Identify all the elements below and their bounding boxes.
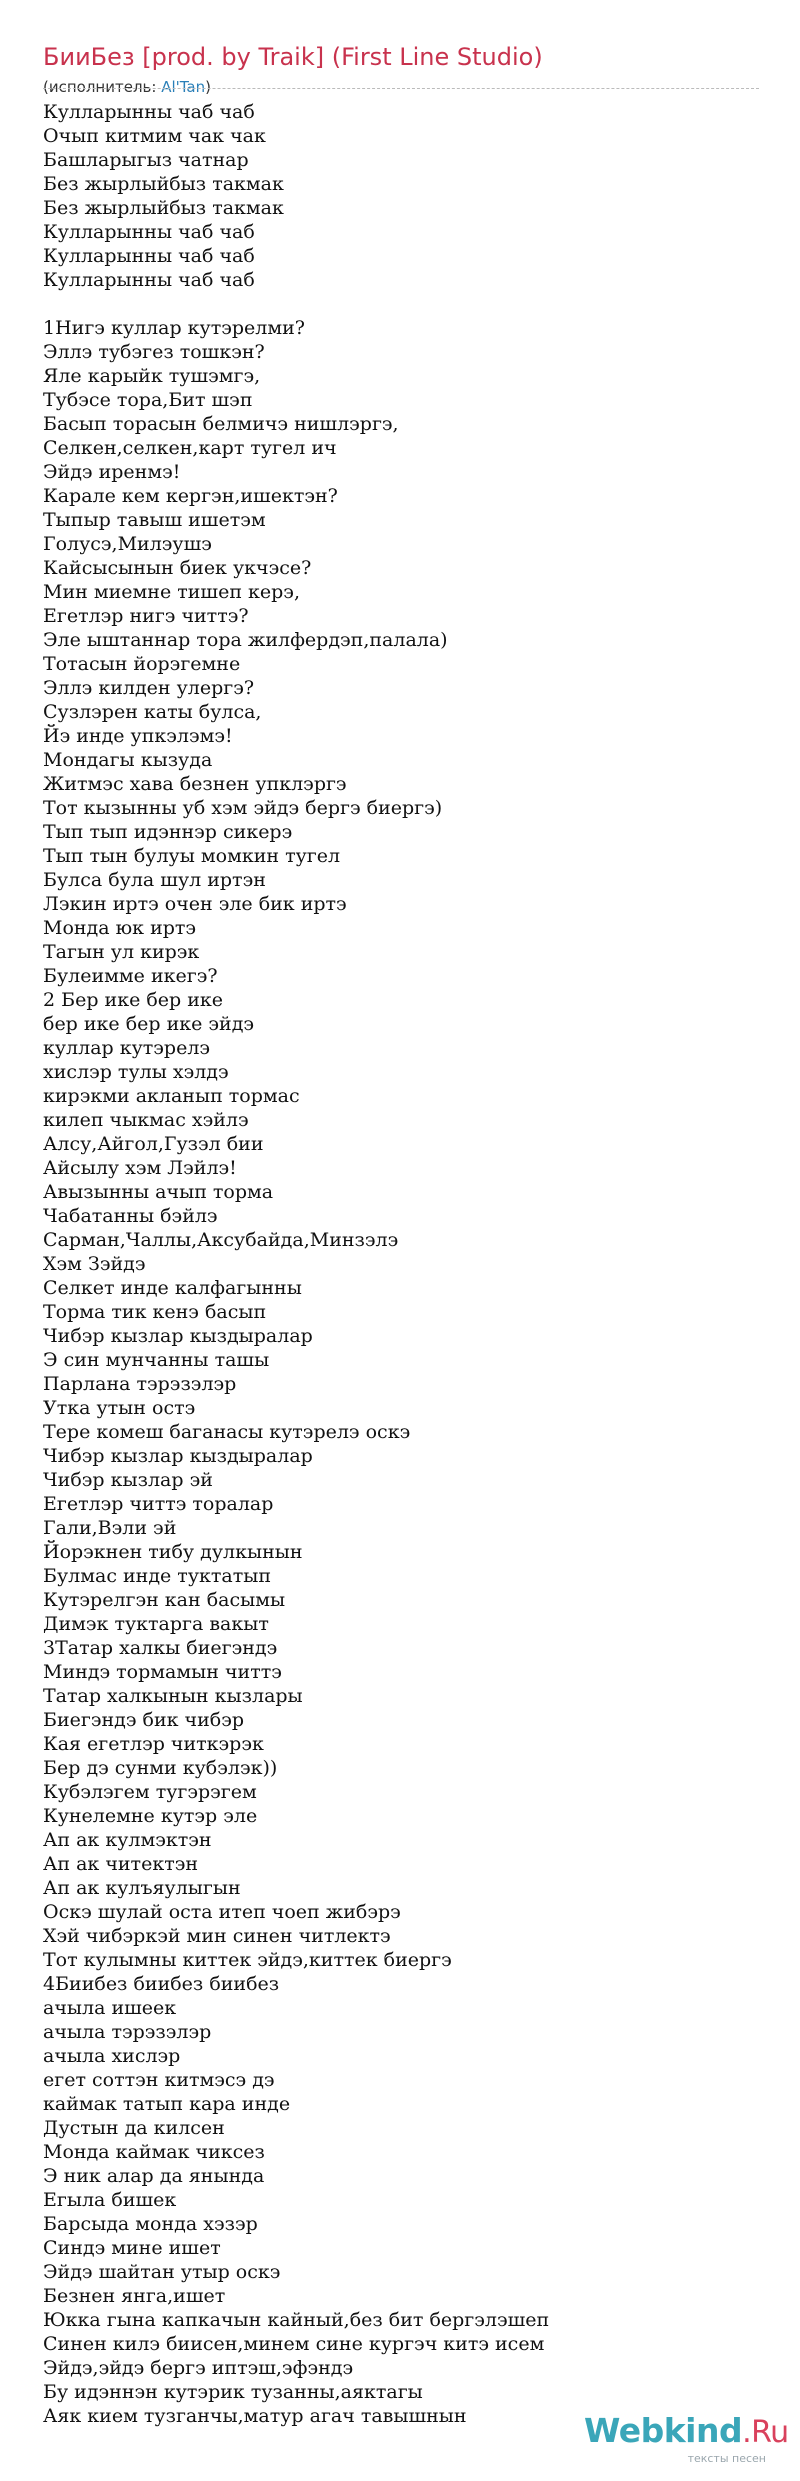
lyric-line: Синдэ мине ишет xyxy=(43,2237,221,2259)
lyric-line: 1Нигэ куллар кутэрелми? xyxy=(43,317,305,339)
lyric-line: Юкка гына капкачын кайный,без бит бергэлэшеп xyxy=(43,2309,550,2331)
lyric-line: Басып торасын белмичэ нишлэргэ, xyxy=(43,413,399,435)
song-header xyxy=(43,40,759,98)
logo-tagline: тексты песен xyxy=(687,2452,766,2465)
lyrics-body xyxy=(43,100,759,2428)
lyric-line: Кутэрелгэн кан басымы xyxy=(43,1589,286,1611)
lyric-line: Йэ инде упкэлэмэ! xyxy=(43,725,233,747)
lyric-line: Торма тик кенэ басып xyxy=(43,1301,267,1323)
lyric-line: Карале кем кергэн,ишектэн? xyxy=(43,485,338,507)
artist-line xyxy=(43,76,759,98)
lyric-line: Эйдэ,эйдэ бергэ иптэш,эфэндэ xyxy=(43,2357,354,2379)
lyric-line: Э син мунчанны ташы xyxy=(43,1349,270,1371)
lyric-line: Тып тып идэннэр сикерэ xyxy=(43,821,293,843)
lyric-line: Сузлэрен каты булса, xyxy=(43,701,262,723)
lyric-line: Монда юк иртэ xyxy=(43,917,197,939)
artist-prefix: (исполнитель: xyxy=(43,78,162,96)
lyric-line: Айсылу хэм Лэйлэ! xyxy=(43,1157,237,1179)
lyric-line: Мондагы кызуда xyxy=(43,749,213,771)
lyric-line: Э ник алар да янында xyxy=(43,2165,265,2187)
site-logo[interactable] xyxy=(584,2411,789,2466)
lyric-line: Кубэлэгем тугэрэгем xyxy=(43,1781,257,1803)
header-divider xyxy=(43,88,759,89)
lyric-line: Тыпыр тавыш ишетэм xyxy=(43,509,266,531)
lyric-line: Чибэр кызлар кыздыралар xyxy=(43,1325,313,1347)
lyric-line: Чибэр кызлар эй xyxy=(43,1469,213,1491)
lyric-line: ачыла ишеек xyxy=(43,1997,177,2019)
lyric-line: Йорэкнен тибу дулкынын xyxy=(43,1541,303,1563)
lyric-line: Ап ак кулъяулыгын xyxy=(43,1877,241,1899)
lyric-line: Булмас инде туктатып xyxy=(43,1565,272,1587)
lyric-line: Дустын да килсен xyxy=(43,2117,225,2139)
lyric-line: Тотасын йорэгемне xyxy=(43,653,241,675)
lyric-line: Очып китмим чак чак xyxy=(43,125,266,147)
lyric-line: Тот кызынны уб хэм эйдэ бергэ биергэ) xyxy=(43,797,443,819)
lyric-line: Селкен,селкен,карт тугел ич xyxy=(43,437,337,459)
lyric-line: Кулларынны чаб чаб xyxy=(43,245,255,267)
lyric-line: Кая егетлэр читкэрэк xyxy=(43,1733,264,1755)
lyric-line: куллар кутэрелэ xyxy=(43,1037,211,1059)
lyric-line: Утка утын остэ xyxy=(43,1397,196,1419)
lyric-line: Эллэ килден улергэ? xyxy=(43,677,255,699)
lyric-line: 4Биибез биибез биибез xyxy=(43,1973,280,1995)
lyric-line: Житмэс хава безнен упклэргэ xyxy=(43,773,347,795)
lyric-line: ачыла хислэр xyxy=(43,2045,181,2067)
lyric-line: Хэй чибэркэй мин синен читлектэ xyxy=(43,1925,391,1947)
lyric-line: килеп чыкмас хэйлэ xyxy=(43,1109,249,1131)
lyric-line: Аяк кием тузганчы,матур агач тавышнын xyxy=(43,2405,467,2427)
lyric-line: егет соттэн китмэсэ дэ xyxy=(43,2069,275,2091)
lyric-line: Димэк туктарга вакыт xyxy=(43,1613,269,1635)
lyric-line: Тот кулымны киттек эйдэ,киттек биергэ xyxy=(43,1949,452,1971)
lyric-line: Без жырлыйбыз такмак xyxy=(43,173,284,195)
lyric-line: Тере комеш баганасы кутэрелэ оскэ xyxy=(43,1421,411,1443)
lyric-line: Сарман,Чаллы,Аксубайда,Минзэлэ xyxy=(43,1229,399,1251)
lyric-line: Егетлэр нигэ читтэ? xyxy=(43,605,249,627)
lyric-line: Синен килэ биисен,минем сине кургэч китэ исем xyxy=(43,2333,545,2355)
lyric-line: Кайсысынын биек укчэсе? xyxy=(43,557,312,579)
artist-link[interactable]: Al'Tan xyxy=(161,78,206,96)
lyric-line: Мин миемне тишеп керэ, xyxy=(43,581,300,603)
lyric-line: Ап ак читектэн xyxy=(43,1853,199,1875)
lyric-line: Кулларынны чаб чаб xyxy=(43,269,255,291)
lyric-line: Барсыда монда хэзэр xyxy=(43,2213,258,2235)
lyric-line: Алсу,Айгол,Гузэл бии xyxy=(43,1133,264,1155)
lyric-line: хислэр тулы хэлдэ xyxy=(43,1061,229,1083)
lyric-line: Биегэндэ бик чибэр xyxy=(43,1709,244,1731)
song-title: БииБез [prod. by Traik] (First Line Studio) xyxy=(43,43,543,71)
lyric-line: Монда каймак чиксез xyxy=(43,2141,265,2163)
lyric-line: 3Татар халкы биегэндэ xyxy=(43,1637,278,1659)
lyric-line: Эле ыштаннар тора жилфердэп,палала) xyxy=(43,629,448,651)
lyric-line: ачыла тэрэзэлэр xyxy=(43,2021,212,2043)
lyric-line: Эйдэ иренмэ! xyxy=(43,461,181,483)
lyric-line: Без жырлыйбыз такмак xyxy=(43,197,284,219)
lyric-line: Яле карыйк тушэмгэ, xyxy=(43,365,261,387)
lyric-line: Чибэр кызлар кыздыралар xyxy=(43,1445,313,1467)
lyric-line: Егыла бишек xyxy=(43,2189,177,2211)
logo-brand: Webkind xyxy=(584,2411,743,2450)
lyric-line: Булса була шул иртэн xyxy=(43,869,266,891)
lyric-line: Татар халкынын кызлары xyxy=(43,1685,303,1707)
lyric-line: Башларыгыз чатнар xyxy=(43,149,249,171)
lyric-line: Бер дэ сунми кубэлэк)) xyxy=(43,1757,278,1779)
logo-wordmark xyxy=(584,2411,789,2452)
logo-tld: .Ru xyxy=(742,2415,789,2450)
lyric-line: Кулларынны чаб чаб xyxy=(43,221,255,243)
lyric-line: 2 Бер ике бер ике xyxy=(43,989,224,1011)
lyric-line: Чабатанны бэйлэ xyxy=(43,1205,218,1227)
lyric-line: Тып тын булуы момкин тугел xyxy=(43,845,341,867)
lyric-line: Егетлэр читтэ торалар xyxy=(43,1493,274,1515)
lyric-line: Кунелемне кутэр эле xyxy=(43,1805,258,1827)
lyric-line: Эйдэ шайтан утыр оскэ xyxy=(43,2261,281,2283)
lyric-line: Миндэ тормамын читтэ xyxy=(43,1661,282,1683)
lyric-line: Булеимме икегэ? xyxy=(43,965,218,987)
lyric-line: Парлана тэрэзэлэр xyxy=(43,1373,237,1395)
lyric-line: Тагын ул кирэк xyxy=(43,941,200,963)
lyric-line: Лэкин иртэ очен эле бик иртэ xyxy=(43,893,347,915)
lyric-line: Тубэсе тора,Бит шэп xyxy=(43,389,253,411)
lyric-line: каймак татып кара инде xyxy=(43,2093,291,2115)
lyric-line: Ап ак кулмэктэн xyxy=(43,1829,212,1851)
lyric-line: Оскэ шулай оста итеп чоеп жибэрэ xyxy=(43,1901,401,1923)
lyric-line: кирэкми акланып тормас xyxy=(43,1085,300,1107)
lyric-line: Гали,Вэли эй xyxy=(43,1517,177,1539)
lyric-line: Селкет инде калфагынны xyxy=(43,1277,302,1299)
lyric-line: Хэм Зэйдэ xyxy=(43,1253,146,1275)
lyric-line: Голусэ,Милэушэ xyxy=(43,533,212,555)
lyric-blank-line xyxy=(43,292,759,316)
lyric-line: Эллэ тубэгез тошкэн? xyxy=(43,341,265,363)
lyric-line: Безнен янга,ишет xyxy=(43,2285,226,2307)
lyric-line: Кулларынны чаб чаб xyxy=(43,101,255,123)
lyric-line: Авызынны ачып торма xyxy=(43,1181,274,1203)
artist-suffix: ) xyxy=(205,78,211,96)
lyric-line: Бу идэннэн кутэрик тузанны,аяктагы xyxy=(43,2381,423,2403)
lyric-line: бер ике бер ике эйдэ xyxy=(43,1013,255,1035)
